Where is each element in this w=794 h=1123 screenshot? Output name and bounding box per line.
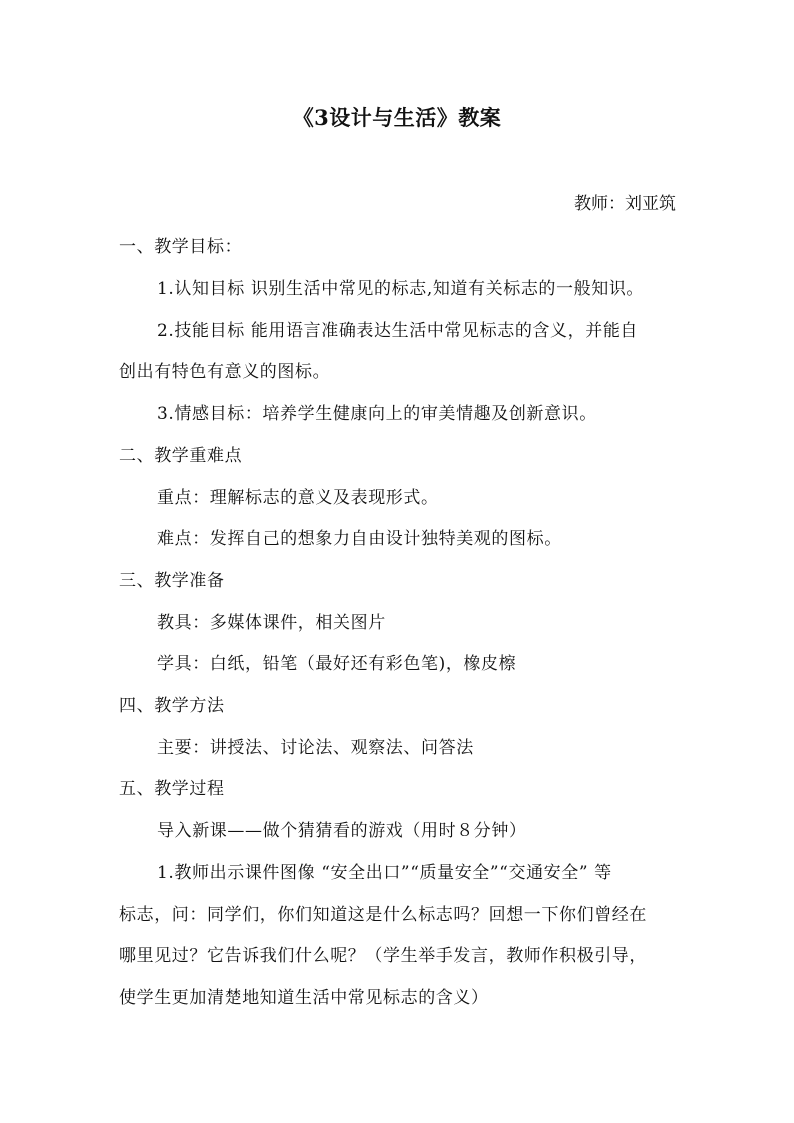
objective-emotional: 3.情感目标：培养学生健康向上的审美情趣及创新意识。 — [157, 404, 597, 424]
teaching-methods: 主要：讲授法、讨论法、观察法、问答法 — [157, 738, 474, 758]
process-step-1-line-2: 标志，问：同学们，你们知道这是什么标志吗？回想一下你们曾经在 — [119, 905, 647, 925]
objective-skill: 2.技能目标 能用语言准确表达生活中常见标志的含义，并能自 — [157, 321, 639, 341]
student-materials: 学具：白纸，铅笔（最好还有彩色笔)，橡皮檫 — [157, 654, 517, 674]
process-step-1: 1.教师出示课件图像 “安全出口”“质量安全”“交通安全” 等 — [157, 863, 612, 883]
teacher-name: 教师：刘亚筑 — [574, 194, 676, 214]
difficult-point: 难点：发挥自己的想象力自由设计独特美观的图标。 — [157, 529, 562, 549]
section-heading-key-points: 二、教学重难点 — [119, 446, 243, 466]
section-heading-process: 五、教学过程 — [119, 779, 225, 799]
key-point: 重点：理解标志的意义及表现形式。 — [157, 488, 439, 508]
section-heading-preparation: 三、教学准备 — [119, 571, 225, 591]
process-step-1-line-3: 哪里见过？它告诉我们什么呢？（学生举手发言，教师作积极引导， — [119, 946, 647, 966]
section-heading-objectives: 一、教学目标： — [119, 237, 243, 257]
intro-activity: 导入新课——做个猜猜看的游戏（用时８分钟） — [157, 821, 527, 841]
objective-cognitive: 1.认知目标 识别生活中常见的标志,知道有关标志的一般知识。 — [157, 279, 645, 299]
section-heading-methods: 四、教学方法 — [119, 696, 225, 716]
process-step-1-line-4: 使学生更加清楚地知道生活中常见标志的含义） — [119, 988, 489, 1008]
document-title: 《3设计与生活》教案 — [292, 105, 502, 130]
objective-skill-continued: 创出有特色有意义的图标。 — [119, 362, 331, 382]
teaching-materials: 教具：多媒体课件，相关图片 — [157, 613, 386, 633]
